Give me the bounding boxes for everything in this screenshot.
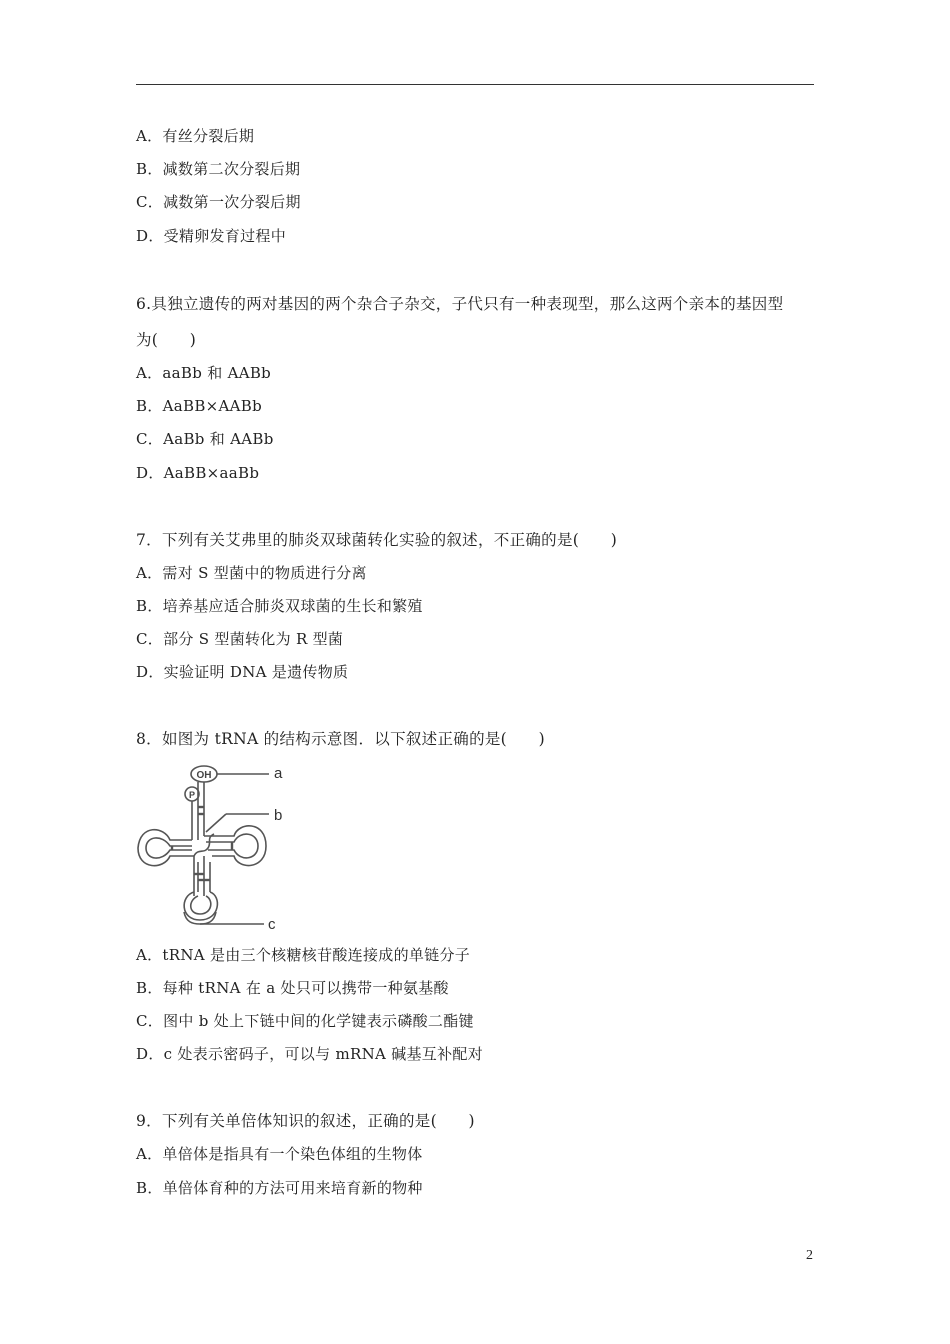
- q7-option-b: B．培养基应适合肺炎双球菌的生长和繁殖: [136, 597, 423, 615]
- t-arm-outer: [204, 826, 266, 866]
- q5-option-c: C．减数第一次分裂后期: [136, 193, 301, 211]
- q5-option-a: A．有丝分裂后期: [136, 127, 255, 145]
- anticodon-stem: [194, 856, 210, 896]
- q5-option-d: D．受精卵发育过程中: [136, 227, 287, 245]
- label-a: a: [274, 765, 283, 782]
- q7-option-c: C．部分 S 型菌转化为 R 型菌: [136, 630, 344, 648]
- anticodon-loop-outer: [184, 892, 217, 920]
- d-arm-inner: [146, 838, 192, 858]
- page-number: 2: [806, 1248, 813, 1263]
- q5-option-b: B．减数第二次分裂后期: [136, 160, 301, 178]
- header-rule: [136, 84, 814, 85]
- q7-option-a: A．需对 S 型菌中的物质进行分离: [136, 564, 367, 582]
- q6-option-a: A．aaBb 和 AABb: [136, 364, 272, 382]
- q9-option-a: A．单倍体是指具有一个染色体组的生物体: [136, 1145, 423, 1163]
- q8-option-a: A．tRNA 是由三个核糖核苷酸连接成的单链分子: [136, 946, 471, 964]
- q8-option-b: B．每种 tRNA 在 a 处只可以携带一种氨基酸: [136, 979, 449, 997]
- q8-option-d: D．c 处表示密码子，可以与 mRNA 碱基互补配对: [136, 1045, 484, 1063]
- q7-stem: 7．下列有关艾弗里的肺炎双球菌转化实验的叙述，不正确的是( ): [136, 531, 618, 549]
- q6-option-b: B．AaBB×AABb: [136, 397, 263, 415]
- q6-option-c: C．AaBb 和 AABb: [136, 430, 274, 448]
- q8-stem: 8．如图为 tRNA 的结构示意图．以下叙述正确的是( ): [136, 730, 545, 748]
- trna-structure-diagram: [134, 762, 294, 932]
- q6-option-d: D．AaBB×aaBb: [136, 464, 260, 482]
- label-c: c: [268, 916, 276, 932]
- p-label: P: [188, 790, 196, 800]
- label-b: b: [274, 807, 283, 824]
- q6-stem-line1: 6.具独立遗传的两对基因的两个杂合子杂交，子代只有一种表现型，那么这两个亲本的基因型: [136, 295, 784, 313]
- q8-option-c: C．图中 b 处上下链中间的化学键表示磷酸二酯键: [136, 1012, 474, 1030]
- oh-label: OH: [196, 770, 212, 781]
- q7-option-d: D．实验证明 DNA 是遗传物质: [136, 663, 349, 681]
- q9-stem: 9．下列有关单倍体知识的叙述，正确的是( ): [136, 1112, 475, 1130]
- center-twist: [194, 834, 214, 856]
- leader-b-start: [206, 814, 226, 832]
- q6-stem-line2: 为( ): [136, 331, 197, 349]
- anticodon-loop-inner: [191, 896, 211, 914]
- q9-option-b: B．单倍体育种的方法可用来培育新的物种: [136, 1179, 423, 1197]
